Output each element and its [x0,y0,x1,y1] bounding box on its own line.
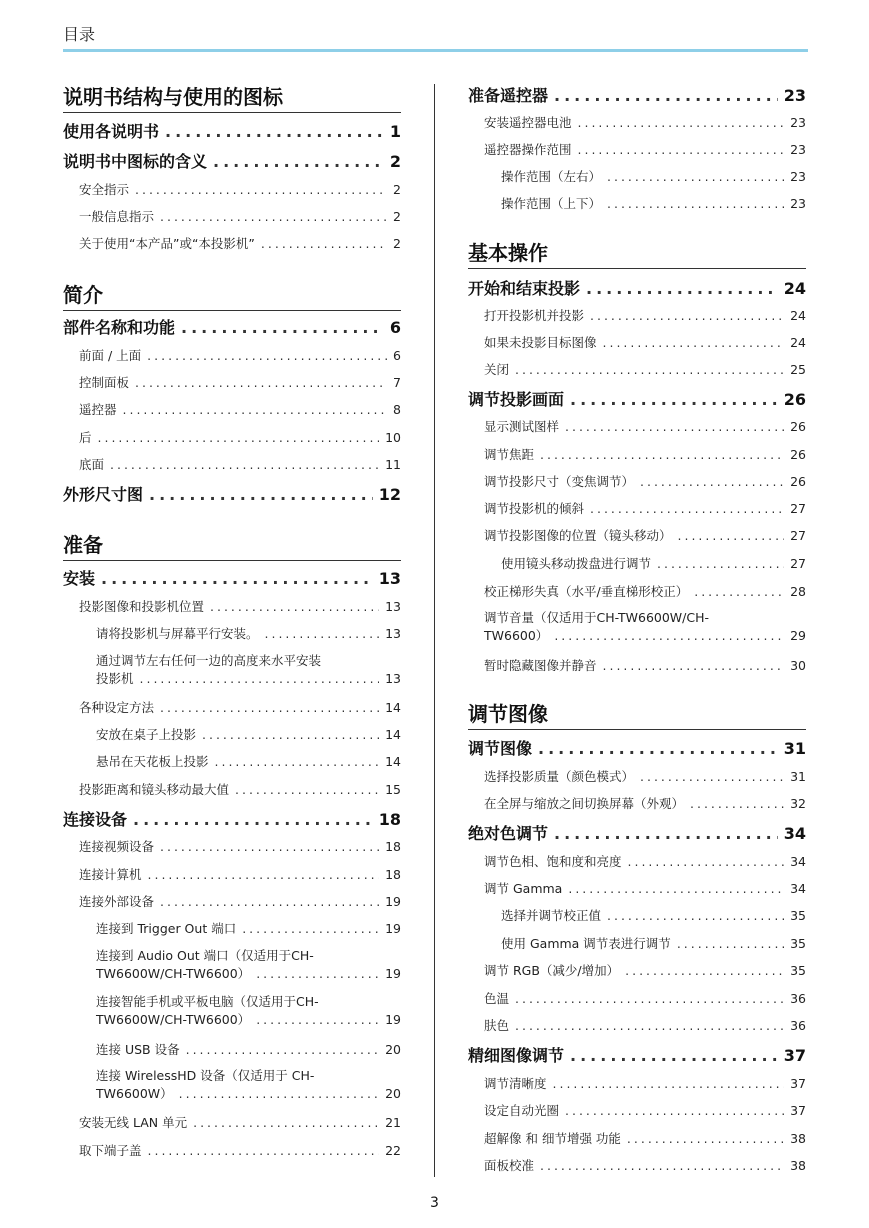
toc-subentry[interactable] [468,473,806,491]
toc-entry-title: 连接外部设备 [79,894,155,909]
toc-entry-title: 连接到 Trigger Out 端口 [96,921,237,936]
toc-subentry[interactable] [468,1157,806,1175]
toc-entry-title: 调节投影图像的位置（镜头移动） [484,528,672,543]
toc-entry-title: 取下端子盖 [79,1143,142,1158]
toc-entry-title: 一般信息指示 [79,209,155,224]
chapter-heading: 准备 [63,532,401,561]
toc-page-number: 38 [790,1158,806,1173]
toc-page-number: 6 [389,318,401,337]
toc-entry-title: 通过调节左右任何一边的高度来水平安装 [96,653,322,668]
toc-subentry[interactable] [63,456,401,474]
toc-page-number: 14 [385,700,401,715]
toc-entry[interactable] [63,569,401,589]
toc-entry-title: 安放在桌子上投影 [96,727,197,742]
toc-entry-title: 连接 USB 设备 [96,1042,180,1057]
toc-page-number: 28 [790,584,806,599]
toc-entry[interactable] [468,279,806,299]
toc-page-number: 37 [790,1076,806,1091]
toc-page-number: 26 [790,419,806,434]
toc-page-number: 34 [790,881,806,896]
toc-subentry[interactable] [468,361,806,379]
toc-page-number: 14 [385,727,401,742]
toc-entry-title: 超解像 和 细节增强 功能 [484,1131,621,1146]
toc-entry-title: 调节投影机的倾斜 [484,501,585,516]
toc-subentry[interactable] [63,1041,401,1059]
toc-entry-title: 设定自动光圈 [484,1103,560,1118]
toc-page-number: 2 [393,182,401,197]
toc-entry-title: 连接视频设备 [79,839,155,854]
page-number: 3 [430,1195,439,1211]
toc-subentry[interactable] [63,699,401,717]
toc-subentry[interactable] [63,893,401,911]
toc-subentry[interactable] [468,334,806,352]
toc-entry-title: 色温 [484,991,510,1006]
page-header-title: 目录 [63,25,96,44]
toc-subentry[interactable] [468,168,806,186]
toc-page-number: 20 [385,1042,401,1057]
toc-page-number: 19 [385,966,401,981]
toc-page-number: 30 [790,658,806,673]
toc-page-number: 36 [790,1018,806,1033]
toc-subentry[interactable] [468,880,806,898]
toc-page-number: 15 [385,782,401,797]
toc-entry[interactable] [63,318,401,338]
toc-entry-title: 显示测试图样 [484,419,560,434]
toc-page-number: 2 [389,152,401,171]
toc-page-number: 11 [385,457,401,472]
toc-subentry[interactable] [63,726,401,744]
toc-subentry[interactable] [63,1142,401,1160]
toc-entry-title: 暂时隐藏图像并静音 [484,658,597,673]
toc-entry-title: 操作范围（左右） [501,169,602,184]
toc-entry-title: 选择投影质量（颜色模式） [484,769,635,784]
toc-page-number: 35 [790,936,806,951]
toc-entry-title: 调节焦距 [484,447,535,462]
toc-page-number: 19 [385,1012,401,1027]
toc-page-number: 13 [385,671,401,686]
toc-entry-title: 调节音量（仅适用于CH-TW6600W/CH- [484,610,710,625]
toc-entry-title: 面板校准 [484,1158,535,1173]
toc-page-number: 26 [790,447,806,462]
toc-page-number: 13 [378,569,401,588]
toc-entry-title: 投影机 [96,671,134,686]
toc-entry-title: 遥控器 [79,402,117,417]
toc-page-number: 26 [790,474,806,489]
toc-page-number: 35 [790,908,806,923]
toc-page-number: 21 [385,1115,401,1130]
toc-subentry[interactable] [63,598,401,616]
toc-entry-title: 安装遥控器电池 [484,115,572,130]
toc-subentry[interactable] [63,866,401,884]
toc-subentry[interactable] [63,838,401,856]
toc-entry-title: 肤色 [484,1018,510,1033]
toc-subentry[interactable] [63,429,401,447]
toc-subentry[interactable] [468,1017,806,1035]
toc-entry-title: 外形尺寸图 [63,485,144,504]
toc-subentry[interactable] [63,993,401,1029]
toc-entry-title: 调节图像 [468,739,533,758]
toc-page-number: 32 [790,796,806,811]
toc-page-number: 23 [790,142,806,157]
toc-page-number: 34 [783,824,806,843]
toc-entry-title: 准备遥控器 [468,86,549,105]
toc-entry-title: 使用镜头移动拨盘进行调节 [501,556,652,571]
toc-page-number: 35 [790,963,806,978]
toc-entry-title: 悬吊在天花板上投影 [96,754,209,769]
toc-page-number: 27 [790,528,806,543]
toc-subentry[interactable] [468,141,806,159]
toc-page-number: 20 [385,1086,401,1101]
toc-entry-title: 遥控器操作范围 [484,142,572,157]
toc-entry[interactable] [63,152,401,172]
toc-page-number: 31 [790,769,806,784]
toc-page-number: 2 [393,209,401,224]
toc-page-number: 25 [790,362,806,377]
toc-entry-title: 操作范围（上下） [501,196,602,211]
toc-entry-title: 后 [79,430,92,445]
toc-subentry[interactable] [63,235,401,253]
toc-entry-title: 调节 Gamma [484,881,563,896]
toc-page-number: 34 [790,854,806,869]
toc-subentry[interactable] [468,418,806,436]
toc-page-number: 14 [385,754,401,769]
toc-entry[interactable] [468,739,806,759]
toc-subentry[interactable] [468,446,806,464]
toc-subentry[interactable] [468,195,806,213]
toc-subentry[interactable] [468,609,806,645]
toc-subentry[interactable] [468,795,806,813]
toc-subentry[interactable] [468,114,806,132]
toc-entry-title: 连接 WirelessHD 设备（仅适用于 CH- [96,1068,315,1083]
toc-subentry[interactable] [63,652,401,688]
toc-subentry[interactable] [468,1075,806,1093]
toc-entry[interactable] [468,1046,806,1066]
toc-page-number: 22 [385,1143,401,1158]
toc-page-number: 8 [393,402,401,417]
toc-page-number: 18 [385,867,401,882]
chapter-heading: 调节图像 [468,701,806,730]
toc-subentry[interactable] [468,555,806,573]
chapter-heading: 基本操作 [468,240,806,269]
toc-entry-title: 说明书中图标的含义 [63,152,208,171]
toc-page-number: 24 [790,308,806,323]
toc-entry-title: 调节清晰度 [484,1076,547,1091]
toc-page-number: 19 [385,894,401,909]
toc-page-number: 12 [378,485,401,504]
toc-entry[interactable] [63,485,401,505]
toc-entry-title: TW6600W/CH-TW6600） [96,1012,251,1027]
toc-entry-title: 安装 [63,569,96,588]
toc-entry-title: 关闭 [484,362,510,377]
toc-subentry[interactable] [468,962,806,980]
toc-entry-title: 调节色相、饱和度和亮度 [484,854,622,869]
toc-page-number: 2 [393,236,401,251]
toc-entry-title: 各种设定方法 [79,700,155,715]
toc-page-number: 23 [790,115,806,130]
toc-page-number: 24 [783,279,806,298]
toc-entry-title: 精细图像调节 [468,1046,565,1065]
toc-page-number: 13 [385,626,401,641]
toc-subentry[interactable] [468,1130,806,1148]
toc-page-number: 7 [393,375,401,390]
toc-entry-title: 如果未投影目标图像 [484,335,597,350]
column-divider [434,84,435,1177]
toc-subentry[interactable] [468,657,806,675]
chapter-heading: 简介 [63,282,401,311]
toc-entry[interactable] [468,390,806,410]
toc-page-number: 27 [790,501,806,516]
toc-entry-title: 投影距离和镜头移动最大值 [79,782,230,797]
toc-page-number: 24 [790,335,806,350]
toc-page-number: 23 [790,169,806,184]
toc-page-number: 18 [385,839,401,854]
toc-subentry[interactable] [63,753,401,771]
toc-page-number: 31 [783,739,806,758]
toc-subentry[interactable] [63,374,401,392]
toc-page-number: 18 [378,810,401,829]
toc-entry-title: 开始和结束投影 [468,279,581,298]
toc-entry-title: 控制面板 [79,375,130,390]
toc-subentry[interactable] [63,181,401,199]
toc-entry-title: 绝对色调节 [468,824,549,843]
toc-entry-title: 关于使用“本产品”或“本投影机” [79,236,255,251]
toc-subentry[interactable] [468,990,806,1008]
toc-subentry[interactable] [468,935,806,953]
toc-entry-title: 连接智能手机或平板电脑（仅适用于CH- [96,994,319,1009]
toc-entry[interactable] [63,810,401,830]
toc-subentry[interactable] [468,527,806,545]
toc-page-number: 23 [783,86,806,105]
toc-entry-title: TW6600W） [96,1086,173,1101]
toc-entry-title: 校正梯形失真（水平/垂直梯形校正） [484,584,689,599]
toc-page-number: 29 [790,628,806,643]
toc-entry-title: 安全指示 [79,182,130,197]
toc-entry-title: 调节投影画面 [468,390,565,409]
toc-entry-title: 选择并调节校正值 [501,908,602,923]
toc-subentry[interactable] [468,500,806,518]
toc-page-number: 27 [790,556,806,571]
toc-subentry[interactable] [468,768,806,786]
toc-entry-title: 连接到 Audio Out 端口（仅适用于CH- [96,948,314,963]
toc-entry-title: 前面 / 上面 [79,348,142,363]
toc-subentry[interactable] [468,907,806,925]
toc-entry-title: 安装无线 LAN 单元 [79,1115,188,1130]
toc-entry-title: 使用各说明书 [63,122,160,141]
toc-subentry[interactable] [468,853,806,871]
toc-page-number: 10 [385,430,401,445]
toc-page-number: 37 [783,1046,806,1065]
toc-subentry[interactable] [63,347,401,365]
toc-page-number: 19 [385,921,401,936]
toc-subentry[interactable] [63,401,401,419]
toc-subentry[interactable] [63,1114,401,1132]
toc-page-number: 26 [783,390,806,409]
toc-entry-title: TW6600） [484,628,549,643]
toc-entry[interactable] [468,86,806,106]
toc-entry[interactable] [468,824,806,844]
toc-page-number: 13 [385,599,401,614]
toc-page-number: 38 [790,1131,806,1146]
toc-subentry[interactable] [468,307,806,325]
toc-subentry[interactable] [63,947,401,983]
toc-entry-title: TW6600W/CH-TW6600） [96,966,251,981]
toc-subentry[interactable] [63,1067,401,1103]
toc-entry-title: 连接计算机 [79,867,142,882]
toc-page-number: 1 [389,122,401,141]
toc-subentry[interactable] [63,625,401,643]
toc-entry-title: 连接设备 [63,810,128,829]
toc-entry-title: 部件名称和功能 [63,318,176,337]
toc-subentry[interactable] [468,583,806,601]
toc-entry-title: 打开投影机并投影 [484,308,585,323]
toc-subentry[interactable] [63,781,401,799]
toc-subentry[interactable] [468,1102,806,1120]
toc-page-number: 6 [393,348,401,363]
toc-entry-title: 投影图像和投影机位置 [79,599,205,614]
toc-page-number: 37 [790,1103,806,1118]
toc-entry-title: 使用 Gamma 调节表进行调节 [501,936,671,951]
toc-entry-title: 请将投影机与屏幕平行安装。 [96,626,259,641]
toc-subentry[interactable] [63,208,401,226]
toc-subentry[interactable] [63,920,401,938]
toc-page-number: 36 [790,991,806,1006]
toc-entry-title: 调节投影尺寸（变焦调节） [484,474,635,489]
header-rule [63,49,808,52]
toc-entry-title: 底面 [79,457,105,472]
toc-entry-title: 调节 RGB（减少/增加） [484,963,620,978]
toc-entry-title: 在全屏与缩放之间切换屏幕（外观） [484,796,685,811]
chapter-heading: 说明书结构与使用的图标 [63,84,401,113]
toc-entry[interactable] [63,122,401,142]
toc-page-number: 23 [790,196,806,211]
